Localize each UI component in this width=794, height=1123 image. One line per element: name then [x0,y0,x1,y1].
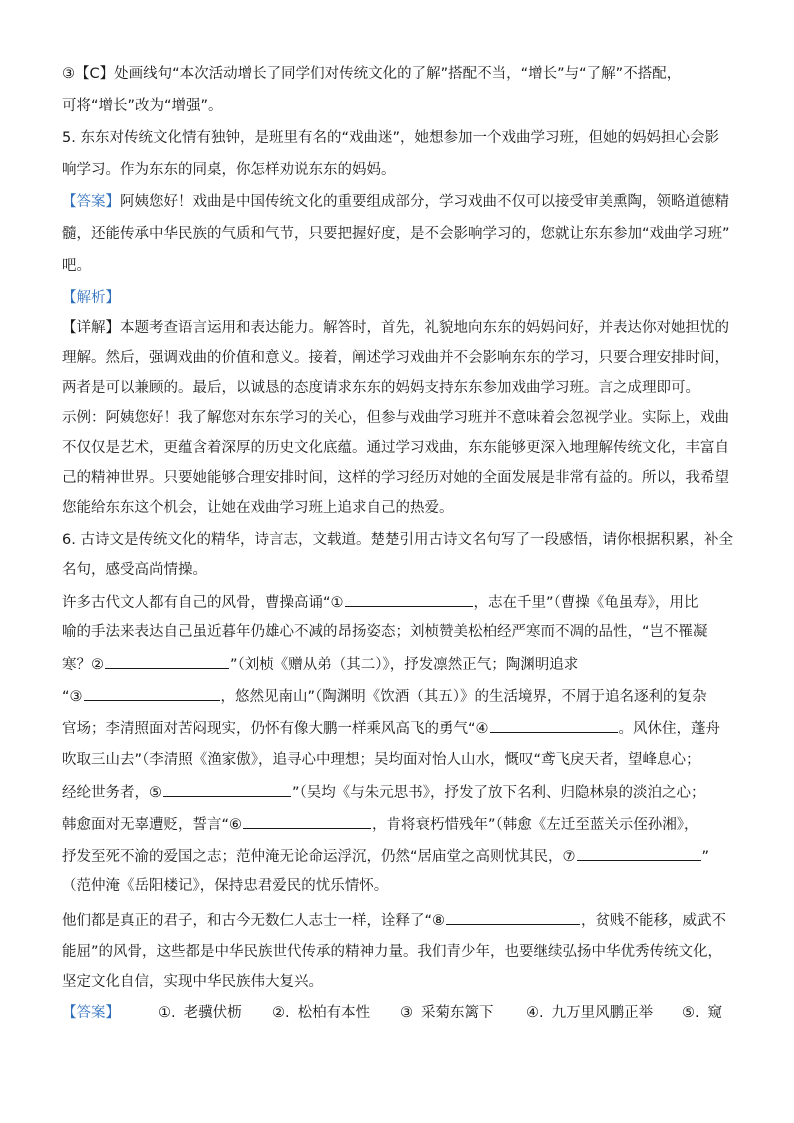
line-text: 示例：阿姨您好！我了解您对东东学习的关心，但参与戏曲学习班并不意味着会忽视学业。实际上，戏曲 [62,410,729,426]
text-line [62,814,699,835]
answer-num: ②. [272,1005,290,1021]
text-line [62,160,396,180]
answer-text: 采菊东篱下 [421,1005,494,1021]
line-text: 官场；李清照面对苦闷现实，仍怀有像大鹏一样乘风高飞的勇气“④ [62,721,489,737]
line-text: 许多古代文人都有自己的风骨，曹操高诵“① [62,595,344,611]
line-text: 己的精神世界。只要她能够合理安排时间，这样的学习经历对她的全面发展是非常有益的。所以，我希望 [62,470,729,486]
answer-num: ⑤. [682,1005,700,1021]
section-tag: 【解析】 [62,290,120,306]
text-line [62,408,729,428]
line-text: 寒？② [62,657,104,673]
line-text: ③【C】处画线句“本次活动增长了同学们对传统文化的了解”搭配不当，“增长”与“了解”不搭配， [62,66,682,82]
text-line [62,654,578,675]
fill-in-blank [577,846,701,861]
text-line [62,560,207,580]
text-line [62,686,707,707]
fill-in-blank [163,782,291,797]
answer-text: 九万里风鹏正举 [551,1005,654,1021]
text-line [62,256,91,276]
line-text: 【详解】本题考查语言运用和表达能力。解答时，首先，礼貌地向东东的妈妈问好，并表达你对她担忧的 [62,320,729,336]
text-line [62,64,681,84]
section-tag: 【答案】 [62,194,120,210]
line-text: “③ [62,689,83,705]
line-text: 两者是可以兼顾的。最后，以诚恳的态度请求东东的妈妈支持东东参加戏曲学习班。言之成理即可。 [62,380,700,396]
fill-in-blank [84,686,220,701]
text-line [62,192,729,212]
line-text: 韩愈面对无辜遭贬，誓言“⑥ [62,817,243,833]
answer-text: 老骥伏枥 [183,1005,242,1021]
fill-in-blank [243,814,371,829]
answer-item-2 [272,1003,370,1023]
line-text: 吹取三山去”（李清照《渔家傲》，追寻心中理想；吴均面对怡人山水，慨叹“鸢飞戾天者，望峰息心； [62,752,701,768]
line-text: 阿姨您好！戏曲是中国传统文化的重要组成部分，学习戏曲不仅可以接受审美熏陶，领略道德精 [120,194,729,210]
text-line [62,288,120,308]
text-line [62,348,729,368]
fill-in-blank [105,654,229,669]
text-line [62,718,720,739]
line-text: ”（刘桢《赠从弟（其二）》，抒发凛然正气；陶渊明追求 [230,657,579,673]
answer-item-3 [400,1003,494,1023]
line-text: 可将“增长”改为“增强”。 [62,98,223,114]
line-text: ”（吴均《与朱元思书》，抒发了放下名利、归隐林泉的淡泊之心； [292,785,706,801]
text-line [62,910,726,931]
line-text: 5. 东东对传统文化情有独钟，是班里有名的“戏曲迷”，她想参加一个戏曲学习班，但她的妈妈担心会影 [62,130,719,146]
text-line [62,782,706,803]
line-text: ，悠然见南山”（陶渊明《饮酒（其五）》的生活境界，不屑于追名逐利的复杂 [220,689,707,705]
line-text: 他们都是真正的君子，和古今无数仁人志士一样，诠释了“⑧ [62,913,446,929]
text-line [62,498,454,518]
answer-tag: 【答案】 [62,1005,120,1021]
line-text: 抒发至死不渝的爱国之志；范仲淹无论命运浮沉，仍然“居庙堂之高则忧其民，⑦ [62,849,576,865]
line-text: 经纶世务者，⑤ [62,785,162,801]
text-line [62,96,223,116]
text-line [62,622,708,642]
answer-item-4 [526,1003,653,1023]
answer-num: ①. [158,1005,176,1021]
line-text: 您能给东东这个机会，让她在戏曲学习班上追求自己的热爱。 [62,500,454,516]
text-line [62,530,733,550]
answer-item-5 [682,1003,722,1023]
fill-in-blank [490,718,618,733]
line-text: 吧。 [62,258,91,274]
answer-num: ④. [526,1005,544,1021]
line-text: 响学习。作为东东的同桌，你怎样劝说东东的妈妈。 [62,162,396,178]
text-line [62,592,699,613]
answer-text: 松柏有本性 [297,1005,371,1021]
text-line [62,846,709,867]
line-text: 喻的手法来表达自己虽近暮年仍雄心不减的昂扬姿态；刘桢赞美松柏经严寒而不凋的品性，“岂不罹凝 [62,624,708,640]
text-line [62,750,701,770]
text-line [62,378,700,398]
line-text: 。风休住，蓬舟 [618,721,721,737]
line-text: 不仅仅是艺术，更蕴含着深厚的历史文化底蕴。通过学习戏曲，东东能够更深入地理解传统文化，丰富自 [62,440,729,456]
line-text: ” [701,849,710,865]
answer-num: ③ [400,1005,413,1021]
answer-item-1 [158,1003,242,1023]
line-text: 能屈”的风骨，这些都是中华民族世代传承的精神力量。我们青少年，也要继续弘扬中华优秀传统文化， [62,944,723,960]
line-text: 髓，还能传承中华民族的气质和气节，只要把握好度，是不会影响学习的，您就让东东参加“戏曲学习班” [62,226,730,242]
fill-in-blank [446,910,580,925]
text-line [62,876,388,896]
line-text: 名句，感受高尚情操。 [62,562,207,578]
line-text: ，肯将衰朽惜残年”（韩愈《左迁至蓝关示侄孙湘》， [372,817,699,833]
line-text: 理解。然后，强调戏曲的价值和意义。接着，阐述学习戏曲并不会影响东东的学习，只要合理安排时间， [62,350,729,366]
text-line [62,942,722,962]
line-text: ，志在千里”（曹操《龟虽寿》，用比 [473,595,699,611]
text-line [62,224,730,244]
text-line [62,468,729,488]
text-line [62,318,729,338]
text-line [62,128,719,148]
answer-row [62,1003,742,1023]
line-text: ，贫贱不能移，威武不 [581,913,727,929]
answer-text: 窥 [707,1005,723,1021]
line-text: 6. 古诗文是传统文化的精华，诗言志，文载道。楚楚引用古诗文名句写了一段感悟，请你根据积累，补全 [62,532,733,548]
line-text: 坚定文化自信，实现中华民族伟大复兴。 [62,974,323,990]
fill-in-blank [345,592,473,607]
text-line [62,972,323,992]
line-text: （范仲淹《岳阳楼记》，保持忠君爱民的忧乐情怀。 [62,878,389,894]
text-line [62,438,729,458]
